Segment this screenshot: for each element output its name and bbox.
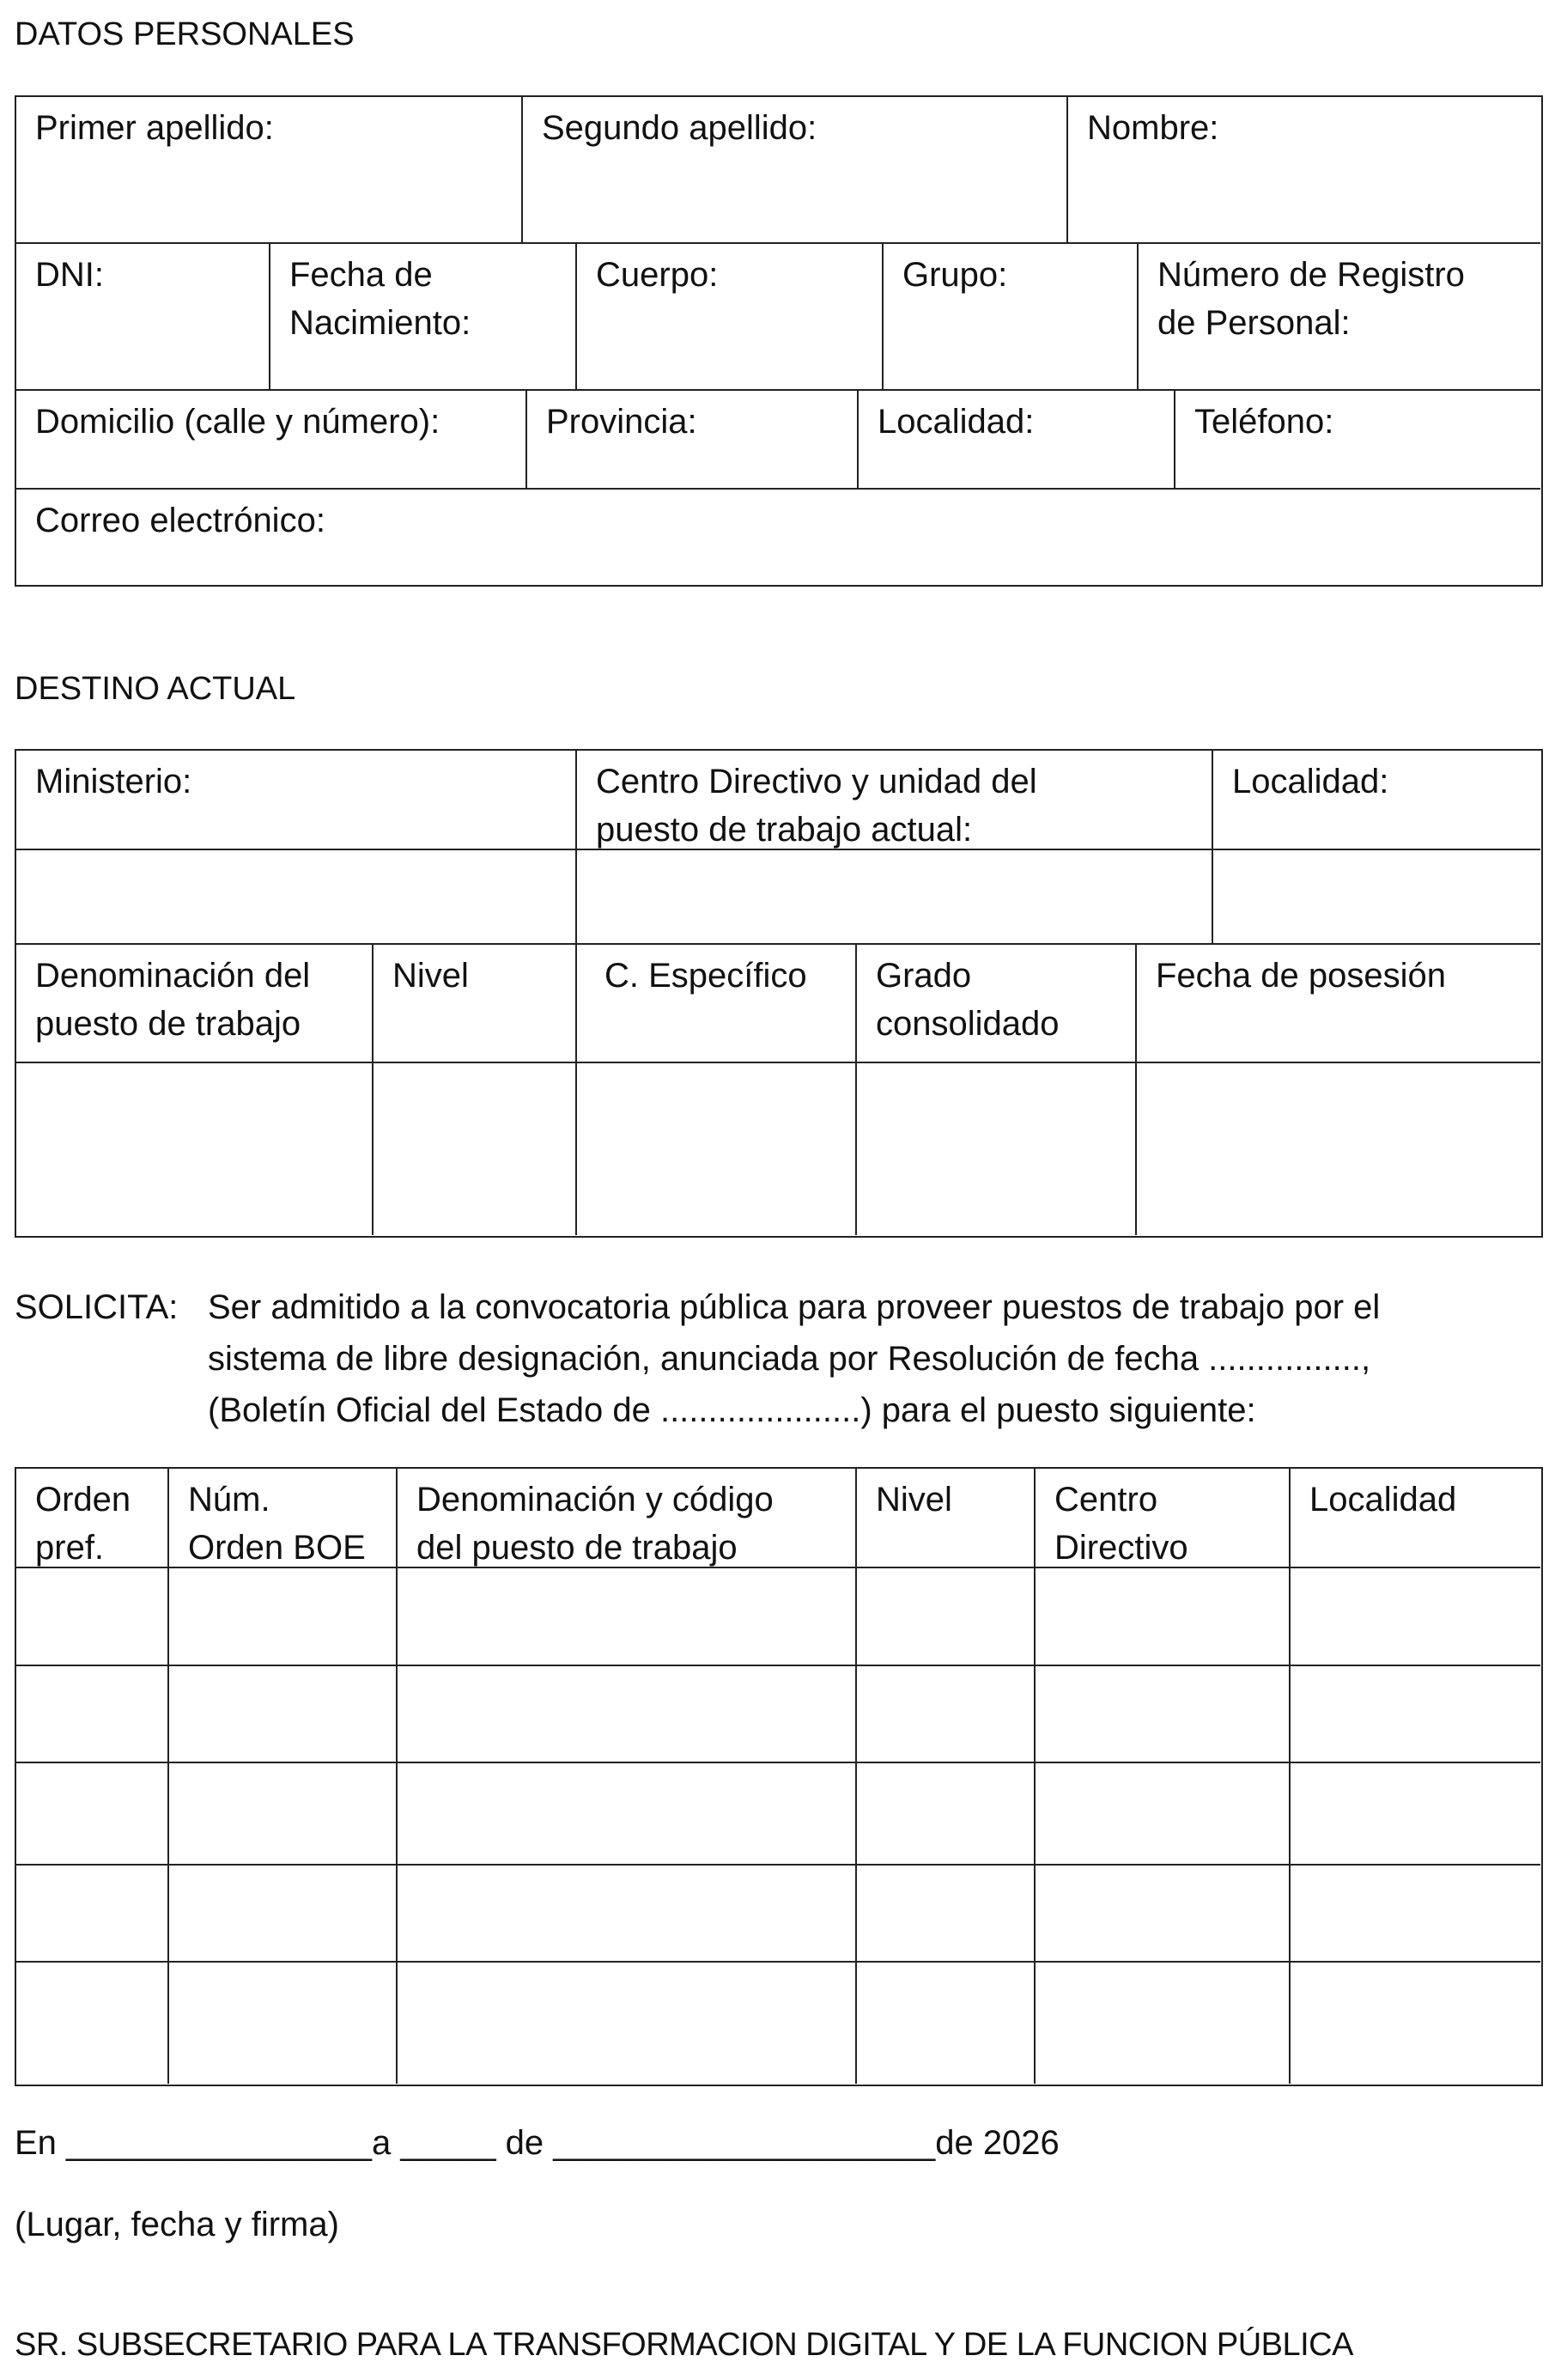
table-cell[interactable] [398,1568,857,1666]
table-cell[interactable] [398,1866,857,1963]
table-cell[interactable] [1036,1763,1291,1866]
field-ministerio [16,751,577,850]
solicita-label: SOLICITA: [15,1288,179,1326]
header-label: Núm. Orden BOE [188,1481,366,1567]
header-label: Nivel [876,1481,952,1519]
field-label: Localidad: [878,403,1035,441]
table-cell[interactable] [16,1568,169,1666]
field-label: Número de Registro de Personal: [1157,256,1465,342]
header-label: Denominación y código del puesto de trabajo [416,1481,774,1567]
requested-posts-table [15,1467,1543,2086]
field-fecha-posesion [1137,945,1540,1063]
field-label: Centro Directivo y unidad del puesto de trabajo actual: [596,763,1037,849]
solicita-line-1: Ser admitido a la convocatoria pública para proveer puestos de trabajo por el [208,1288,1381,1326]
table-cell[interactable] [857,1568,1036,1666]
table-cell[interactable] [398,1963,857,2084]
current-post-table [15,749,1543,1238]
table-cell[interactable] [1291,1666,1540,1763]
header-centro-directivo [1036,1469,1291,1568]
field-denominacion-puesto [16,945,374,1063]
input-grado-consolidado[interactable] [857,1063,1137,1235]
field-label: Localidad: [1232,763,1389,800]
field-label: Nombre: [1087,109,1219,147]
header-denominacion-codigo [398,1469,857,1568]
field-label: Teléfono: [1194,403,1334,441]
field-label: Segundo apellido: [542,109,817,147]
header-label: Orden pref. [35,1481,131,1567]
table-cell[interactable] [169,1866,398,1963]
addressee: SR. SUBSECRETARIO PARA LA TRANSFORMACION DIGITAL Y DE LA FUNCION PÚBLICA [15,2327,1353,2363]
field-dni[interactable] [16,244,270,391]
header-nivel [857,1469,1036,1568]
field-label: Fecha de posesión [1156,957,1447,995]
table-cell[interactable] [1291,1763,1540,1866]
table-cell[interactable] [169,1763,398,1866]
field-grado-consolidado [857,945,1137,1063]
section-title-current: DESTINO ACTUAL [15,671,296,707]
header-label: Centro Directivo [1054,1481,1188,1567]
table-cell[interactable] [398,1763,857,1866]
field-label: Grado consolidado [876,957,1060,1043]
table-cell[interactable] [16,1866,169,1963]
field-label: DNI: [35,256,104,294]
table-cell[interactable] [857,1763,1036,1866]
field-complemento-especifico [577,945,857,1063]
table-cell[interactable] [1036,1568,1291,1666]
field-domicilio[interactable] [16,391,527,490]
input-denominacion-puesto[interactable] [16,1063,374,1235]
field-telefono[interactable] [1175,391,1540,490]
table-cell[interactable] [169,1963,398,2084]
field-centro-directivo [577,751,1213,850]
field-nombre[interactable] [1068,97,1540,244]
input-complemento-especifico[interactable] [577,1063,857,1235]
field-label: C. Específico [604,957,807,995]
header-label: Localidad [1309,1481,1457,1519]
field-segundo-apellido[interactable] [523,97,1068,244]
signature-date-line[interactable]: En ________________a _____ de ____________________de 2026 [15,2124,1060,2162]
table-cell[interactable] [1036,1666,1291,1763]
field-fecha-nacimiento[interactable] [270,244,577,391]
field-label: Primer apellido: [35,109,274,147]
field-localidad-actual [1213,751,1540,850]
field-label: Provincia: [546,403,697,441]
input-localidad-actual[interactable] [1213,850,1540,945]
input-fecha-posesion[interactable] [1137,1063,1540,1235]
field-label: Fecha de Nacimiento: [289,256,471,342]
field-primer-apellido[interactable] [16,97,523,244]
table-cell[interactable] [169,1568,398,1666]
field-label: Ministerio: [35,763,192,800]
input-nivel[interactable] [374,1063,577,1235]
table-cell[interactable] [16,1963,169,2084]
field-numero-registro-personal[interactable] [1139,244,1540,391]
table-cell[interactable] [16,1666,169,1763]
header-localidad [1291,1469,1540,1568]
signature-caption: (Lugar, fecha y firma) [15,2206,339,2243]
table-cell[interactable] [1291,1866,1540,1963]
field-label: Correo electrónico: [35,502,325,539]
field-grupo[interactable] [884,244,1139,391]
solicita-line-3: (Boletín Oficial del Estado de .....................) para el puesto siguiente: [208,1391,1256,1429]
field-cuerpo[interactable] [577,244,884,391]
table-cell[interactable] [1036,1866,1291,1963]
table-cell[interactable] [857,1963,1036,2084]
field-label: Cuerpo: [596,256,719,294]
field-label: Denominación del puesto de trabajo [35,957,311,1043]
input-centro-directivo[interactable] [577,850,1213,945]
solicita-line-2: sistema de libre designación, anunciada por Resolución de fecha ................, [208,1340,1371,1378]
table-cell[interactable] [1291,1568,1540,1666]
table-cell[interactable] [1291,1963,1540,2084]
header-num-orden-boe [169,1469,398,1568]
field-label: Nivel [392,957,469,995]
header-orden-pref [16,1469,169,1568]
table-cell[interactable] [16,1763,169,1866]
table-cell[interactable] [857,1666,1036,1763]
field-localidad[interactable] [859,391,1175,490]
field-label: Domicilio (calle y número): [35,403,440,441]
section-title-personal: DATOS PERSONALES [15,16,355,52]
field-label: Grupo: [902,256,1008,294]
field-provincia[interactable] [527,391,859,490]
field-nivel [374,945,577,1063]
table-cell[interactable] [169,1666,398,1763]
input-ministerio[interactable] [16,850,577,945]
table-cell[interactable] [1036,1963,1291,2084]
personal-data-table [15,95,1543,587]
table-cell[interactable] [398,1666,857,1763]
table-cell[interactable] [857,1866,1036,1963]
field-correo-electronico[interactable] [16,490,1540,584]
